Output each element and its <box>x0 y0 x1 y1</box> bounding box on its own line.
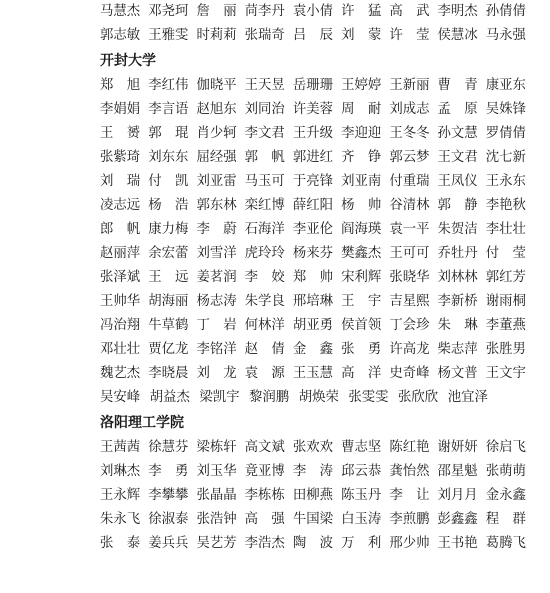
person-name: 郭志敏 <box>100 28 141 43</box>
person-name: 李栋栋 <box>244 488 285 503</box>
person-name: 杨 帅 <box>341 198 382 213</box>
person-name: 郭东林 <box>196 198 237 213</box>
person-name: 刘成志 <box>389 102 430 117</box>
name-row <box>100 0 526 24</box>
person-name: 栾红博 <box>244 198 285 213</box>
person-name: 张 勇 <box>341 342 382 357</box>
person-name: 朱 琳 <box>437 318 478 333</box>
person-name: 胡焕荣 <box>298 390 339 405</box>
person-name: 吴安峰 <box>100 390 141 405</box>
person-name: 李 让 <box>389 488 430 503</box>
person-name: 许高龙 <box>389 342 430 357</box>
person-name: 王冬冬 <box>389 126 430 141</box>
person-name: 刘 蒙 <box>341 28 382 43</box>
person-name: 杨 浩 <box>148 198 189 213</box>
person-name: 李 勇 <box>148 464 189 479</box>
person-name: 王婷婷 <box>341 78 382 93</box>
person-name: 高 武 <box>389 4 430 19</box>
person-name: 朱学良 <box>244 294 285 309</box>
person-name: 王升级 <box>292 126 334 141</box>
person-name: 李煎鹏 <box>389 512 430 527</box>
person-name: 屈经强 <box>196 150 237 165</box>
person-name: 袁 源 <box>244 366 285 381</box>
person-name: 康力梅 <box>148 222 189 237</box>
person-name: 李言语 <box>148 102 189 117</box>
person-name: 邵星魁 <box>437 464 478 479</box>
person-name: 沈七新 <box>485 150 526 165</box>
person-name: 虎玲玲 <box>244 246 285 261</box>
person-name: 袁一平 <box>389 222 430 237</box>
person-name: 刘林林 <box>437 270 478 285</box>
person-name: 王茜茜 <box>100 440 141 455</box>
person-name: 邓尧珂 <box>148 4 189 19</box>
person-name: 梁凯宇 <box>199 390 240 405</box>
person-name: 池宜泽 <box>447 390 488 405</box>
person-name: 郭 帆 <box>244 150 285 165</box>
person-name: 刘同治 <box>244 102 285 117</box>
person-name: 王玉慧 <box>292 366 334 381</box>
name-row <box>100 314 526 338</box>
person-name: 魏艺杰 <box>100 366 141 381</box>
name-row <box>100 170 526 194</box>
person-name: 张欣欣 <box>398 390 439 405</box>
person-name: 李红伟 <box>148 78 189 93</box>
section-heading: 洛阳理工学院 <box>100 415 184 431</box>
person-name: 胡益杰 <box>149 390 190 405</box>
person-name: 袁小倩 <box>292 4 334 19</box>
name-row <box>100 338 526 362</box>
person-name: 张萌萌 <box>485 464 526 479</box>
person-name: 梁栋轩 <box>196 440 237 455</box>
person-name: 吴艺芳 <box>196 536 237 551</box>
name-row <box>100 436 526 460</box>
person-name: 丁会珍 <box>389 318 430 333</box>
person-name: 冯治翔 <box>100 318 141 333</box>
person-name: 赵 倩 <box>244 342 285 357</box>
person-name: 丁 岩 <box>196 318 237 333</box>
name-row <box>100 362 526 386</box>
person-name: 张紫琦 <box>100 150 141 165</box>
person-name: 高 洋 <box>341 366 382 381</box>
person-name: 刘月月 <box>437 488 478 503</box>
person-name: 何林洋 <box>244 318 285 333</box>
person-name: 乔牡丹 <box>437 246 478 261</box>
person-name: 李文君 <box>244 126 285 141</box>
person-name: 王雅雯 <box>148 28 189 43</box>
person-name: 王永辉 <box>100 488 141 503</box>
person-name: 苘李丹 <box>244 4 285 19</box>
person-name: 罗倩倩 <box>485 126 526 141</box>
person-name: 康亚东 <box>485 78 526 93</box>
person-name: 史奇峰 <box>389 366 430 381</box>
person-name: 侯慧冰 <box>437 28 478 43</box>
person-name: 邢少帅 <box>389 536 430 551</box>
person-name: 姜兵兵 <box>148 536 189 551</box>
person-name: 张胜男 <box>485 342 526 357</box>
person-name: 高文斌 <box>244 440 285 455</box>
person-name: 胡海丽 <box>148 294 189 309</box>
person-name: 竟亚博 <box>244 464 285 479</box>
person-name: 杨志涛 <box>196 294 237 309</box>
person-name: 高 强 <box>244 512 285 527</box>
person-name: 阎海瑛 <box>341 222 382 237</box>
person-name: 付重瑞 <box>389 174 430 189</box>
person-name: 于亮锋 <box>292 174 334 189</box>
person-name: 曹志坚 <box>341 440 382 455</box>
person-name: 程 群 <box>485 512 526 527</box>
person-name: 牛国梁 <box>292 512 334 527</box>
person-name: 郑 帅 <box>292 270 334 285</box>
name-row <box>100 146 526 170</box>
person-name: 姜茗润 <box>196 270 237 285</box>
person-name: 牛草鹤 <box>148 318 189 333</box>
person-name: 吴姝锋 <box>485 102 526 117</box>
person-name: 吉星熙 <box>389 294 430 309</box>
person-name: 张瑞奇 <box>244 28 285 43</box>
person-name: 龚怡然 <box>389 464 430 479</box>
name-row <box>100 266 526 290</box>
person-name: 王文宇 <box>485 366 526 381</box>
person-name: 葛腾飞 <box>485 536 526 551</box>
person-name: 时莉莉 <box>196 28 237 43</box>
person-name: 李 涛 <box>292 464 334 479</box>
person-name: 邢培琳 <box>292 294 334 309</box>
person-name: 刘玉华 <box>196 464 237 479</box>
name-row <box>100 24 526 48</box>
person-name: 李董燕 <box>485 318 526 333</box>
person-name: 郎 帆 <box>100 222 141 237</box>
person-name: 张浩钟 <box>196 512 237 527</box>
person-name: 李 姣 <box>244 270 285 285</box>
person-name: 李壮壮 <box>485 222 526 237</box>
person-name: 白玉涛 <box>341 512 382 527</box>
person-name: 万 利 <box>341 536 382 551</box>
person-name: 孟 原 <box>437 102 478 117</box>
person-name: 付 凯 <box>148 174 189 189</box>
person-name: 余宏蕾 <box>148 246 189 261</box>
person-name: 王 赟 <box>100 126 141 141</box>
person-name: 伽晓平 <box>196 78 237 93</box>
person-name: 陶 波 <box>292 536 334 551</box>
name-row <box>100 386 526 410</box>
person-name: 刘 龙 <box>196 366 237 381</box>
person-name: 刘东东 <box>148 150 189 165</box>
person-name: 徐启飞 <box>485 440 526 455</box>
person-name: 王天昱 <box>244 78 285 93</box>
person-name: 齐 铮 <box>341 150 382 165</box>
person-name: 许 猛 <box>341 4 382 19</box>
person-name: 李 蔚 <box>196 222 237 237</box>
person-name: 赵丽萍 <box>100 246 141 261</box>
person-name: 金 鑫 <box>292 342 334 357</box>
person-name: 田柳燕 <box>292 488 334 503</box>
name-row <box>100 508 526 532</box>
name-row <box>100 242 526 266</box>
person-name: 张 泰 <box>100 536 141 551</box>
person-name: 李亚伦 <box>292 222 334 237</box>
person-name: 王可可 <box>389 246 430 261</box>
person-name: 杨来芬 <box>292 246 334 261</box>
person-name: 刘亚雷 <box>196 174 237 189</box>
person-name: 王帅华 <box>100 294 141 309</box>
person-name: 李攀攀 <box>148 488 189 503</box>
person-name: 朱贺洁 <box>437 222 478 237</box>
person-name: 刘亚南 <box>341 174 382 189</box>
person-name: 宋利辉 <box>341 270 382 285</box>
person-name: 李迎迎 <box>341 126 382 141</box>
person-name: 樊鑫杰 <box>341 246 382 261</box>
person-name: 吕 辰 <box>292 28 334 43</box>
person-name: 王永东 <box>485 174 526 189</box>
person-name: 郭 静 <box>437 198 478 213</box>
person-name: 侯首领 <box>341 318 382 333</box>
person-name: 曹 青 <box>437 78 478 93</box>
person-name: 郭红芳 <box>485 270 526 285</box>
person-name: 刘 瑞 <box>100 174 141 189</box>
person-name: 柴志萍 <box>437 342 478 357</box>
person-name: 张雯雯 <box>348 390 389 405</box>
person-name: 肖少轲 <box>196 126 237 141</box>
person-name: 张泽斌 <box>100 270 141 285</box>
person-name: 谢妍妍 <box>437 440 478 455</box>
name-row <box>100 484 526 508</box>
person-name: 张晶晶 <box>196 488 237 503</box>
person-name: 孙倩倩 <box>485 4 526 19</box>
person-name: 李明杰 <box>437 4 478 19</box>
person-name: 徐淑泰 <box>148 512 189 527</box>
person-name: 郭云梦 <box>389 150 430 165</box>
person-name: 詹 丽 <box>196 4 237 19</box>
person-name: 郑 旭 <box>100 78 141 93</box>
name-row <box>100 98 526 122</box>
person-name: 邓壮壮 <box>100 342 141 357</box>
person-name: 王新丽 <box>389 78 430 93</box>
person-name: 李娟娟 <box>100 102 141 117</box>
person-name: 陈玉丹 <box>341 488 382 503</box>
person-name: 陈红艳 <box>389 440 430 455</box>
person-name: 马慧杰 <box>100 4 141 19</box>
person-name: 谷清林 <box>389 198 430 213</box>
person-name: 马永强 <box>485 28 526 43</box>
person-name: 刘雪洋 <box>196 246 237 261</box>
person-name: 贾亿龙 <box>148 342 189 357</box>
person-name: 金永鑫 <box>485 488 526 503</box>
person-name: 李晓晨 <box>148 366 189 381</box>
person-name: 李新桥 <box>437 294 478 309</box>
person-name: 周 耐 <box>341 102 382 117</box>
name-row <box>100 74 526 98</box>
person-name: 石海洋 <box>244 222 285 237</box>
person-name: 王书艳 <box>437 536 478 551</box>
person-name: 马玉可 <box>244 174 285 189</box>
person-name: 凌志远 <box>100 198 141 213</box>
person-name: 王凤仪 <box>437 174 478 189</box>
person-name: 孙文慧 <box>437 126 478 141</box>
name-row <box>100 122 526 146</box>
person-name: 朱永飞 <box>100 512 141 527</box>
person-name: 许美蓉 <box>292 102 334 117</box>
section-heading: 开封大学 <box>100 53 156 69</box>
person-name: 徐慧芬 <box>148 440 189 455</box>
person-name: 李艳秋 <box>485 198 526 213</box>
person-name: 张欢欢 <box>292 440 334 455</box>
person-name: 张晓华 <box>389 270 430 285</box>
person-name: 黎润鹏 <box>249 390 290 405</box>
person-name: 王文君 <box>437 150 478 165</box>
person-name: 彭鑫鑫 <box>437 512 478 527</box>
person-name: 赵旭东 <box>196 102 237 117</box>
person-name: 谢雨桐 <box>485 294 526 309</box>
person-name: 薛红阳 <box>292 198 334 213</box>
person-name: 郭 琨 <box>148 126 189 141</box>
name-row <box>100 532 526 556</box>
person-name: 李浩杰 <box>244 536 285 551</box>
person-name: 胡亚勇 <box>292 318 334 333</box>
person-name: 许 莹 <box>389 28 430 43</box>
name-row <box>100 290 526 314</box>
person-name: 王 宇 <box>341 294 382 309</box>
person-name: 岳珊珊 <box>292 78 334 93</box>
person-name: 邱云恭 <box>341 464 382 479</box>
person-name: 杨文普 <box>437 366 478 381</box>
name-row <box>100 460 526 484</box>
person-name: 李铭洋 <box>196 342 237 357</box>
name-row <box>100 194 526 218</box>
person-name: 郭进红 <box>292 150 334 165</box>
name-row <box>100 218 526 242</box>
person-name: 王 远 <box>148 270 189 285</box>
person-name: 付 莹 <box>485 246 526 261</box>
person-name: 刘琳杰 <box>100 464 141 479</box>
